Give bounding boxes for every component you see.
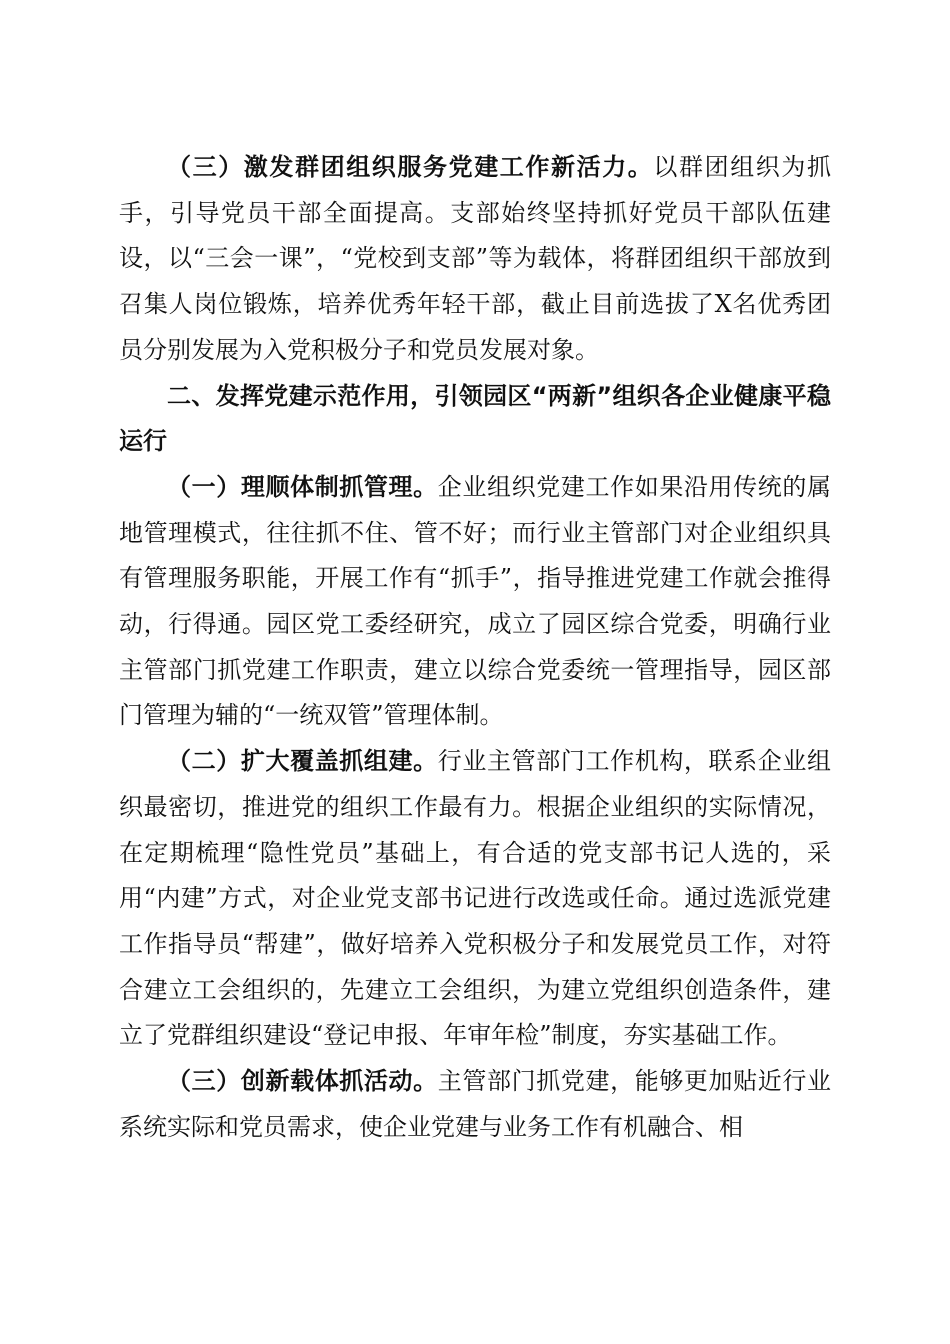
paragraph-activities [119, 1059, 831, 1150]
paragraph-lead: （一）理顺体制抓管理。 [167, 472, 438, 501]
paragraph-body: 以群团组织为抓手，引导党员干部全面提高。支部始终坚持抓好党员干部队伍建设，以“三会一课”，“党校到支部”等为载体，将群团组织干部放到召集人岗位锻炼，培养优秀年轻干部，截止目前选拔了X名优秀团员分别发展为入党积极分子和党员发展对象。 [119, 153, 832, 364]
section-heading: 二、发挥党建示范作用，引领园区“两新”组织各企业健康平稳运行 [119, 381, 831, 456]
paragraph-lead: （三）激发群团组织服务党建工作新活力。 [167, 153, 654, 181]
paragraph-body: 主管部门抓党建，能够更加贴近行业系统实际和党员需求，使企业党建与业务工作有机融合、相 [119, 1067, 832, 1141]
paragraph-lead: （三）创新载体抓活动。 [167, 1067, 438, 1096]
document-page [119, 145, 831, 1150]
paragraph-body: 行业主管部门工作机构，联系企业组织最密切，推进党的组织工作最有力。根据企业组织的实际情况，在定期梳理“隐性党员”基础上，有合适的党支部书记人选的，采用“内建”方式，对企业党支部书记进行改选或任命。通过选派党建工作指导员“帮建”，做好培养入党积极分子和发展党员工作，对符合建立工会组织的，先建立工会组织，为建立党组织创造条件，建立了党群组织建设“登记申报、年审年检”制度，夯实基础工作。 [119, 747, 832, 1050]
paragraph-group-activity [119, 145, 831, 374]
paragraph-lead: （二）扩大覆盖抓组建。 [167, 747, 438, 776]
paragraph-management [119, 465, 831, 739]
paragraph-coverage [119, 739, 831, 1059]
paragraph-body: 企业组织党建工作如果沿用传统的属地管理模式，往往抓不住、管不好；而行业主管部门对企业组织具有管理服务职能，开展工作有“抓手”，指导推进党建工作就会推得动，行得通。园区党工委经研究，成立了园区综合党委，明确行业主管部门抓党建工作职责，建立以综合党委统一管理指导，园区部门管理为辅的“一统双管”管理体制。 [119, 472, 832, 730]
